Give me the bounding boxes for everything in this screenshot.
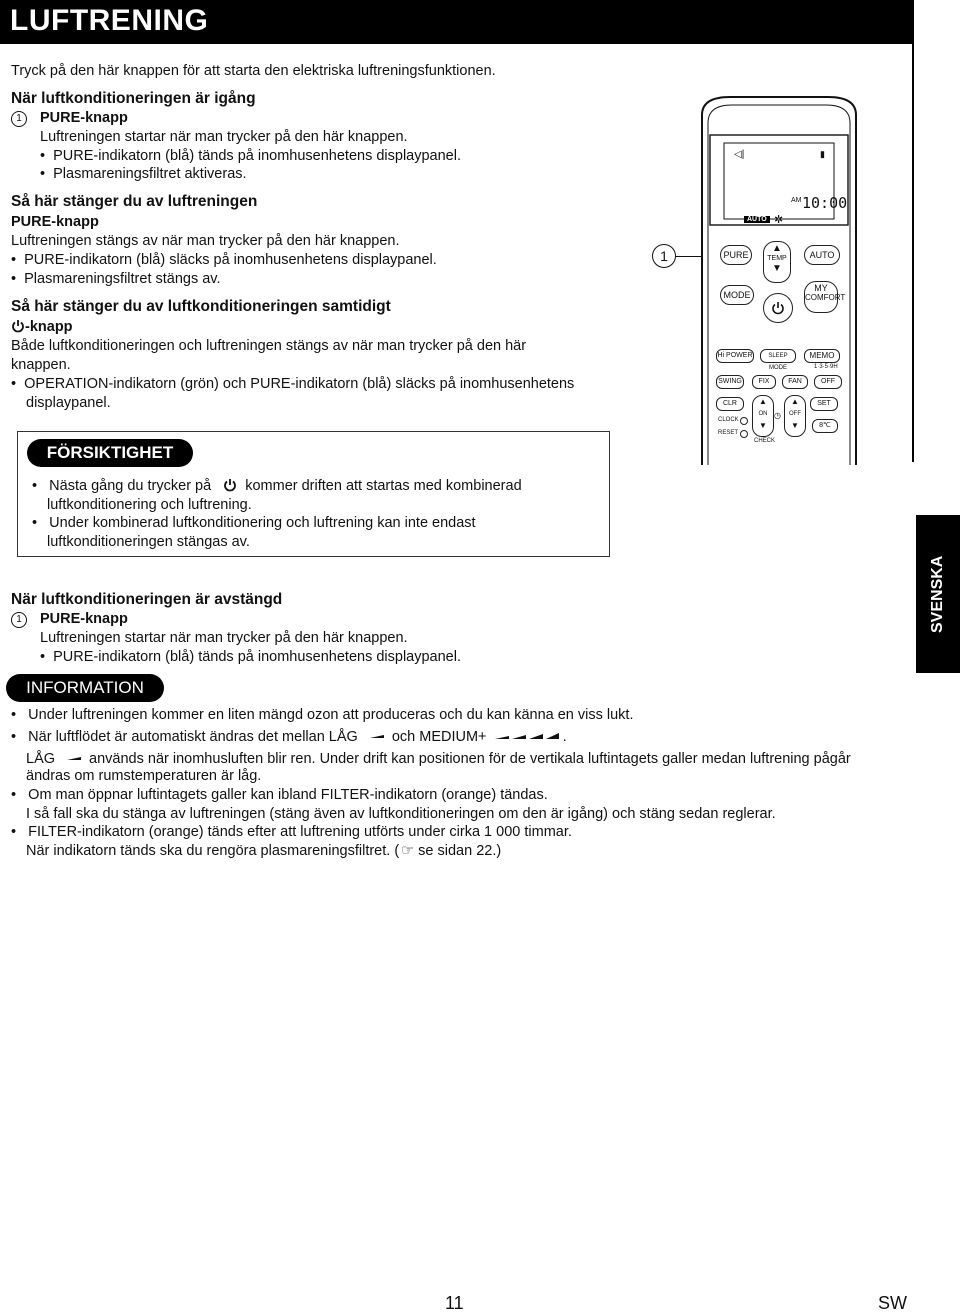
auto-button[interactable]: AUTO: [804, 245, 840, 265]
info-bullet-2-low: LÅG används när inomhusluften blir ren. Under drift kan positionen för de vertikala luftintagets galler medan luftrening pågår: [26, 748, 851, 769]
signal-icon: ▮: [820, 149, 825, 159]
am-label: AM: [791, 197, 802, 204]
reset-label: RESET: [718, 430, 739, 436]
down-arrow-icon: ▼: [772, 263, 782, 274]
power-button[interactable]: [763, 293, 793, 323]
my-comfort-line-1: MY: [814, 283, 828, 293]
remote-control: [700, 95, 858, 475]
info-bullet-3-cont: I så fall ska du stänga av luftreningen (stäng även av luftkonditioneringen om den är igång) och stäng sedan reglerar.: [26, 806, 776, 822]
info-bullet-4-cont: När indikatorn tänds ska du rengöra plasmareningsfiltret. ( ☞ se sidan 22.): [26, 843, 502, 859]
power-icon: [771, 301, 785, 315]
off-timer-arrows[interactable]: [784, 395, 806, 437]
section-stop-line: Luftreningen stängs av när man trycker på den här knappen.: [11, 233, 400, 249]
section-on-heading: När luftkonditioneringen är igång: [11, 90, 256, 107]
section-off-heading: När luftkonditioneringen är avstängd: [11, 591, 283, 608]
eight-degree-button[interactable]: 8℃: [812, 419, 838, 433]
language-code: SW: [878, 1293, 907, 1313]
swing-button[interactable]: SWING: [716, 375, 744, 389]
callout-marker: 1: [11, 612, 27, 628]
info-bullet-1: • Under luftreningen kommer en liten mängd ozon att produceras och du kan känna en viss lukt.: [11, 707, 634, 723]
on-label: ON: [758, 411, 768, 417]
page-title: LUFTRENING: [10, 4, 209, 37]
page-number: 11: [445, 1293, 464, 1313]
time-display: 10:00: [802, 194, 848, 212]
louver-icon: ◁|: [734, 149, 745, 160]
temp-button[interactable]: [763, 241, 791, 283]
section-both-heading: Så här stänger du av luftkonditioneringen samtidigt: [11, 298, 391, 315]
fan-low-icon: [370, 726, 384, 745]
section-off-line: Luftreningen startar när man trycker på den här knappen.: [40, 630, 408, 646]
caution-bullet-1-cont: luftkonditionering och luftrening.: [47, 497, 252, 513]
info-bullet-3: • Om man öppnar luftintagets galler kan ibland FILTER-indikatorn (orange) tändas.: [11, 787, 548, 803]
pure-button[interactable]: PURE: [720, 245, 752, 265]
sleep-hours-label: 1·3·5·9H: [814, 364, 838, 370]
on-timer-button[interactable]: [752, 395, 774, 437]
remote-callout-1: 1: [652, 244, 676, 268]
caution-bullet-1: • Nästa gång du trycker på kommer driften att startas med kombinerad: [32, 477, 522, 498]
up-arrow-icon: ▲: [772, 243, 782, 254]
section-off-button: PURE-knapp: [40, 611, 128, 627]
sleep-mode-button[interactable]: SLEEP MODE: [760, 349, 796, 363]
mode-button[interactable]: MODE: [720, 285, 754, 305]
off-timer-button[interactable]: OFF: [814, 375, 842, 389]
fan-button[interactable]: FAN: [782, 375, 808, 389]
auto-badge: AUTO: [744, 216, 770, 223]
section-on-button-row: [11, 109, 27, 128]
section-stop-bullet-1: • PURE-indikatorn (blå) släcks på inomhusenhetens displaypanel.: [11, 252, 437, 268]
set-button[interactable]: SET: [810, 397, 838, 411]
up-arrow-icon: ▲: [759, 397, 767, 406]
section-stop-button: PURE-knapp: [11, 214, 99, 230]
temp-label: TEMP: [767, 255, 787, 262]
section-both-line-2: knappen.: [11, 357, 71, 373]
clock-label: CLOCK: [718, 417, 739, 423]
section-both-bullet-cont: displaypanel.: [26, 395, 111, 411]
down-arrow-icon: ▼: [791, 421, 799, 430]
caution-bullet-2: • Under kombinerad luftkonditionering och luftrening kan inte endast: [32, 515, 476, 531]
section-on-bullet-2: • Plasmareningsfiltret aktiveras.: [40, 166, 247, 182]
section-off-marker-row: [11, 610, 27, 629]
my-comfort-button[interactable]: [804, 281, 846, 313]
section-both-button: -knapp: [25, 319, 73, 335]
fan-icon: ✲: [774, 214, 784, 226]
info-bullet-4: • FILTER-indikatorn (orange) tänds efter att luftrening utförts under cirka 1 000 timmar.: [11, 824, 572, 840]
section-on-bullet-1: • PURE-indikatorn (blå) tänds på inomhusenhetens displaypanel.: [40, 148, 461, 164]
section-both-bullet: • OPERATION-indikatorn (grön) och PURE-indikatorn (blå) släcks på inomhusenhetens: [11, 376, 575, 392]
off-label: OFF: [789, 411, 801, 417]
reset-button[interactable]: [740, 430, 748, 438]
caution-bullet-2-cont: luftkonditioneringen stängas av.: [47, 534, 250, 550]
section-off-bullet: • PURE-indikatorn (blå) tänds på inomhusenhetens displaypanel.: [40, 649, 461, 665]
information-label: INFORMATION: [6, 674, 164, 702]
info-bullet-2-cont: ändras om rumstemperaturen är låg.: [26, 768, 262, 784]
callout-marker: 1: [11, 111, 27, 127]
caution-label: FÖRSIKTIGHET: [27, 439, 193, 467]
timer-clock-icon: ◷: [774, 411, 781, 420]
clr-button[interactable]: CLR: [716, 397, 744, 411]
up-arrow-icon: ▲: [791, 397, 799, 406]
frame-line: [912, 0, 914, 462]
check-label: CHECK: [754, 438, 776, 444]
language-side-label: SVENSKA: [929, 555, 946, 633]
power-icon: [223, 478, 237, 498]
hi-power-button[interactable]: Hi POWER: [716, 349, 754, 363]
section-both-button-row: [11, 318, 73, 339]
section-both-line: Både luftkonditioneringen och luftreningen stängs av när man trycker på den här: [11, 338, 527, 354]
section-stop-bullet-2: • Plasmareningsfiltret stängs av.: [11, 271, 221, 287]
section-stop-heading: Så här stänger du av luftreningen: [11, 193, 258, 210]
fix-button[interactable]: FIX: [752, 375, 776, 389]
fan-low-icon: [67, 748, 81, 767]
down-arrow-icon: ▼: [759, 421, 767, 430]
info-bullet-2: • När luftflödet är automatiskt ändras det mellan LÅG och MEDIUM+ .: [11, 726, 567, 747]
my-comfort-line-2: COMFORT: [805, 293, 846, 302]
memo-button[interactable]: MEMO: [804, 349, 840, 363]
section-on-button: PURE-knapp: [40, 110, 128, 126]
fan-medium-plus-icon: [495, 727, 559, 746]
section-on-line: Luftreningen startar när man trycker på den här knappen.: [40, 129, 408, 145]
pointing-hand-icon: ☞: [401, 843, 415, 859]
clock-button[interactable]: [740, 417, 748, 425]
intro-text: Tryck på den här knappen för att starta den elektriska luftreningsfunktionen.: [11, 63, 496, 79]
power-icon: [11, 319, 25, 339]
